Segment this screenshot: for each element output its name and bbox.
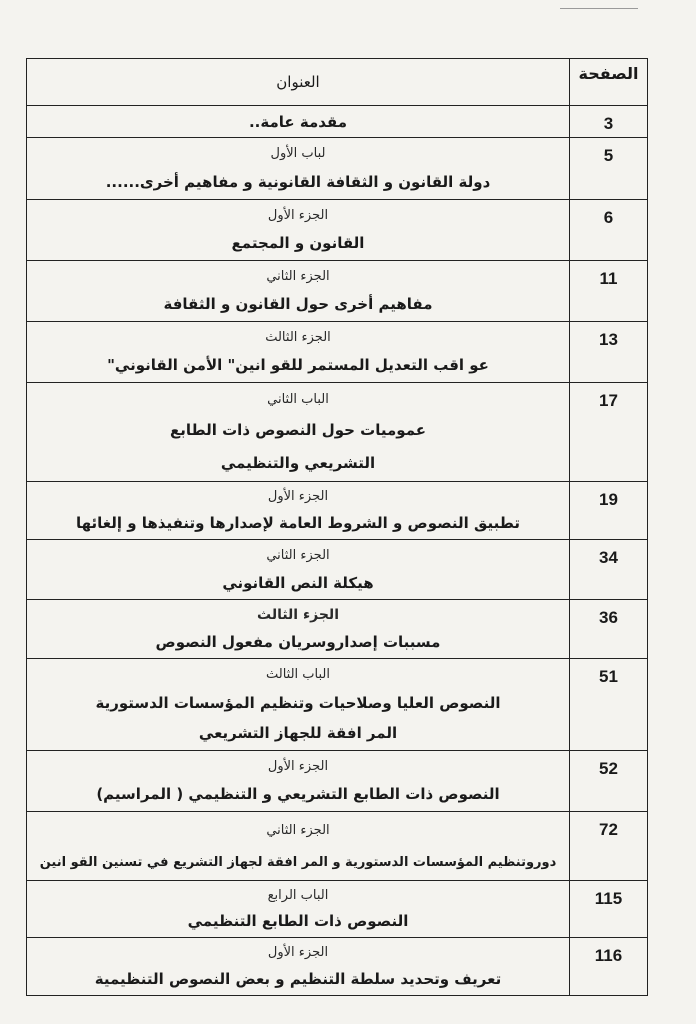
entry-title: النصوص ذات الطابع التنظيمي [187,912,409,931]
page-number: 19 [569,482,647,539]
section-label: الباب الثالث [265,667,330,682]
entry-title: النصوص ذات الطابع التشريعي و التنظيمي ( المراسيم) [96,785,500,804]
table-row [27,599,647,658]
page-number: 5 [569,138,647,199]
page-number: 115 [569,881,647,937]
entry-title: مسببات إصداروسريان مفعول النصوص [155,633,441,651]
table-row [27,321,647,382]
page-number: 11 [569,261,647,321]
table-of-contents [26,58,648,996]
entry-title: دولة القانون و الثقافة القانونية و مفاهيم أخرى...... [105,173,491,191]
table-row [27,658,647,750]
entry-title: مقدمة عامة.. [248,112,347,131]
page-number: 51 [569,659,647,750]
entry-title: تعريف وتحديد سلطة التنظيم و بعض النصوص التنظيمية [94,970,502,988]
table-row [27,750,647,811]
table-row [27,481,647,539]
entry-title: مفاهيم أخرى حول القانون و الثقافة [163,295,433,314]
page-number: 116 [569,938,647,995]
section-label: الجزء الأول [267,945,329,960]
table-row [27,937,647,995]
table-row [27,199,647,260]
entry-title: عموميات حول النصوص ذات الطابع [169,421,426,440]
entry-title-continued: المر افقة للجهاز التشريعي [198,724,398,742]
entry-title: النصوص العليا وصلاحيات وتنظيم المؤسسات الدستورية [95,694,501,712]
section-label: الباب الرابع [267,887,329,903]
entry-title: هيكلة النص القانوني [222,573,374,592]
section-label: الجزء الأول [267,489,329,504]
entry-title: القانون و المجتمع [231,234,365,253]
entry-title: عو اقب التعديل المستمر للقو انين" الأمن القانوني" [107,356,489,375]
section-label: الجزء الثالث [257,607,339,623]
page-number: 17 [569,383,647,481]
table-row [27,880,647,937]
title-column-header: العنوان [276,73,320,91]
page-number: 36 [569,600,647,658]
page-column-header: الصفحة [569,59,647,105]
section-label: الجزء الثاني [266,268,330,284]
entry-title: تطبيق النصوص و الشروط العامة لإصدارها وتنفيذها و إلغائها [75,514,521,532]
section-label: الجزء الأول [267,207,329,223]
page-number: 34 [569,540,647,599]
entry-title: دوروتنظيم المؤسسات الدستورية و المر افقة لجهاز التشريع في تسنين القو انين [39,854,557,870]
table-row [27,105,647,137]
entry-title-continued: التشريعي والتنظيمي [220,453,376,472]
section-label: الجزء الثاني [266,547,330,563]
section-label: لباب الأول [270,146,326,161]
page-number: 3 [569,106,647,137]
page-number: 13 [569,322,647,382]
section-label: الجزء الأول [267,758,329,774]
table-row [27,539,647,599]
section-label: الجزء الثالث [265,329,331,345]
page-number: 72 [569,812,647,880]
table-row [27,811,647,880]
page-number: 52 [569,751,647,811]
table-row [27,260,647,321]
table-row [27,137,647,199]
top-rule [560,8,638,9]
section-label: الجزء الثاني [266,822,330,838]
header-row [27,59,647,105]
table-row [27,382,647,481]
section-label: الباب الثاني [267,392,329,408]
page-number: 6 [569,200,647,260]
